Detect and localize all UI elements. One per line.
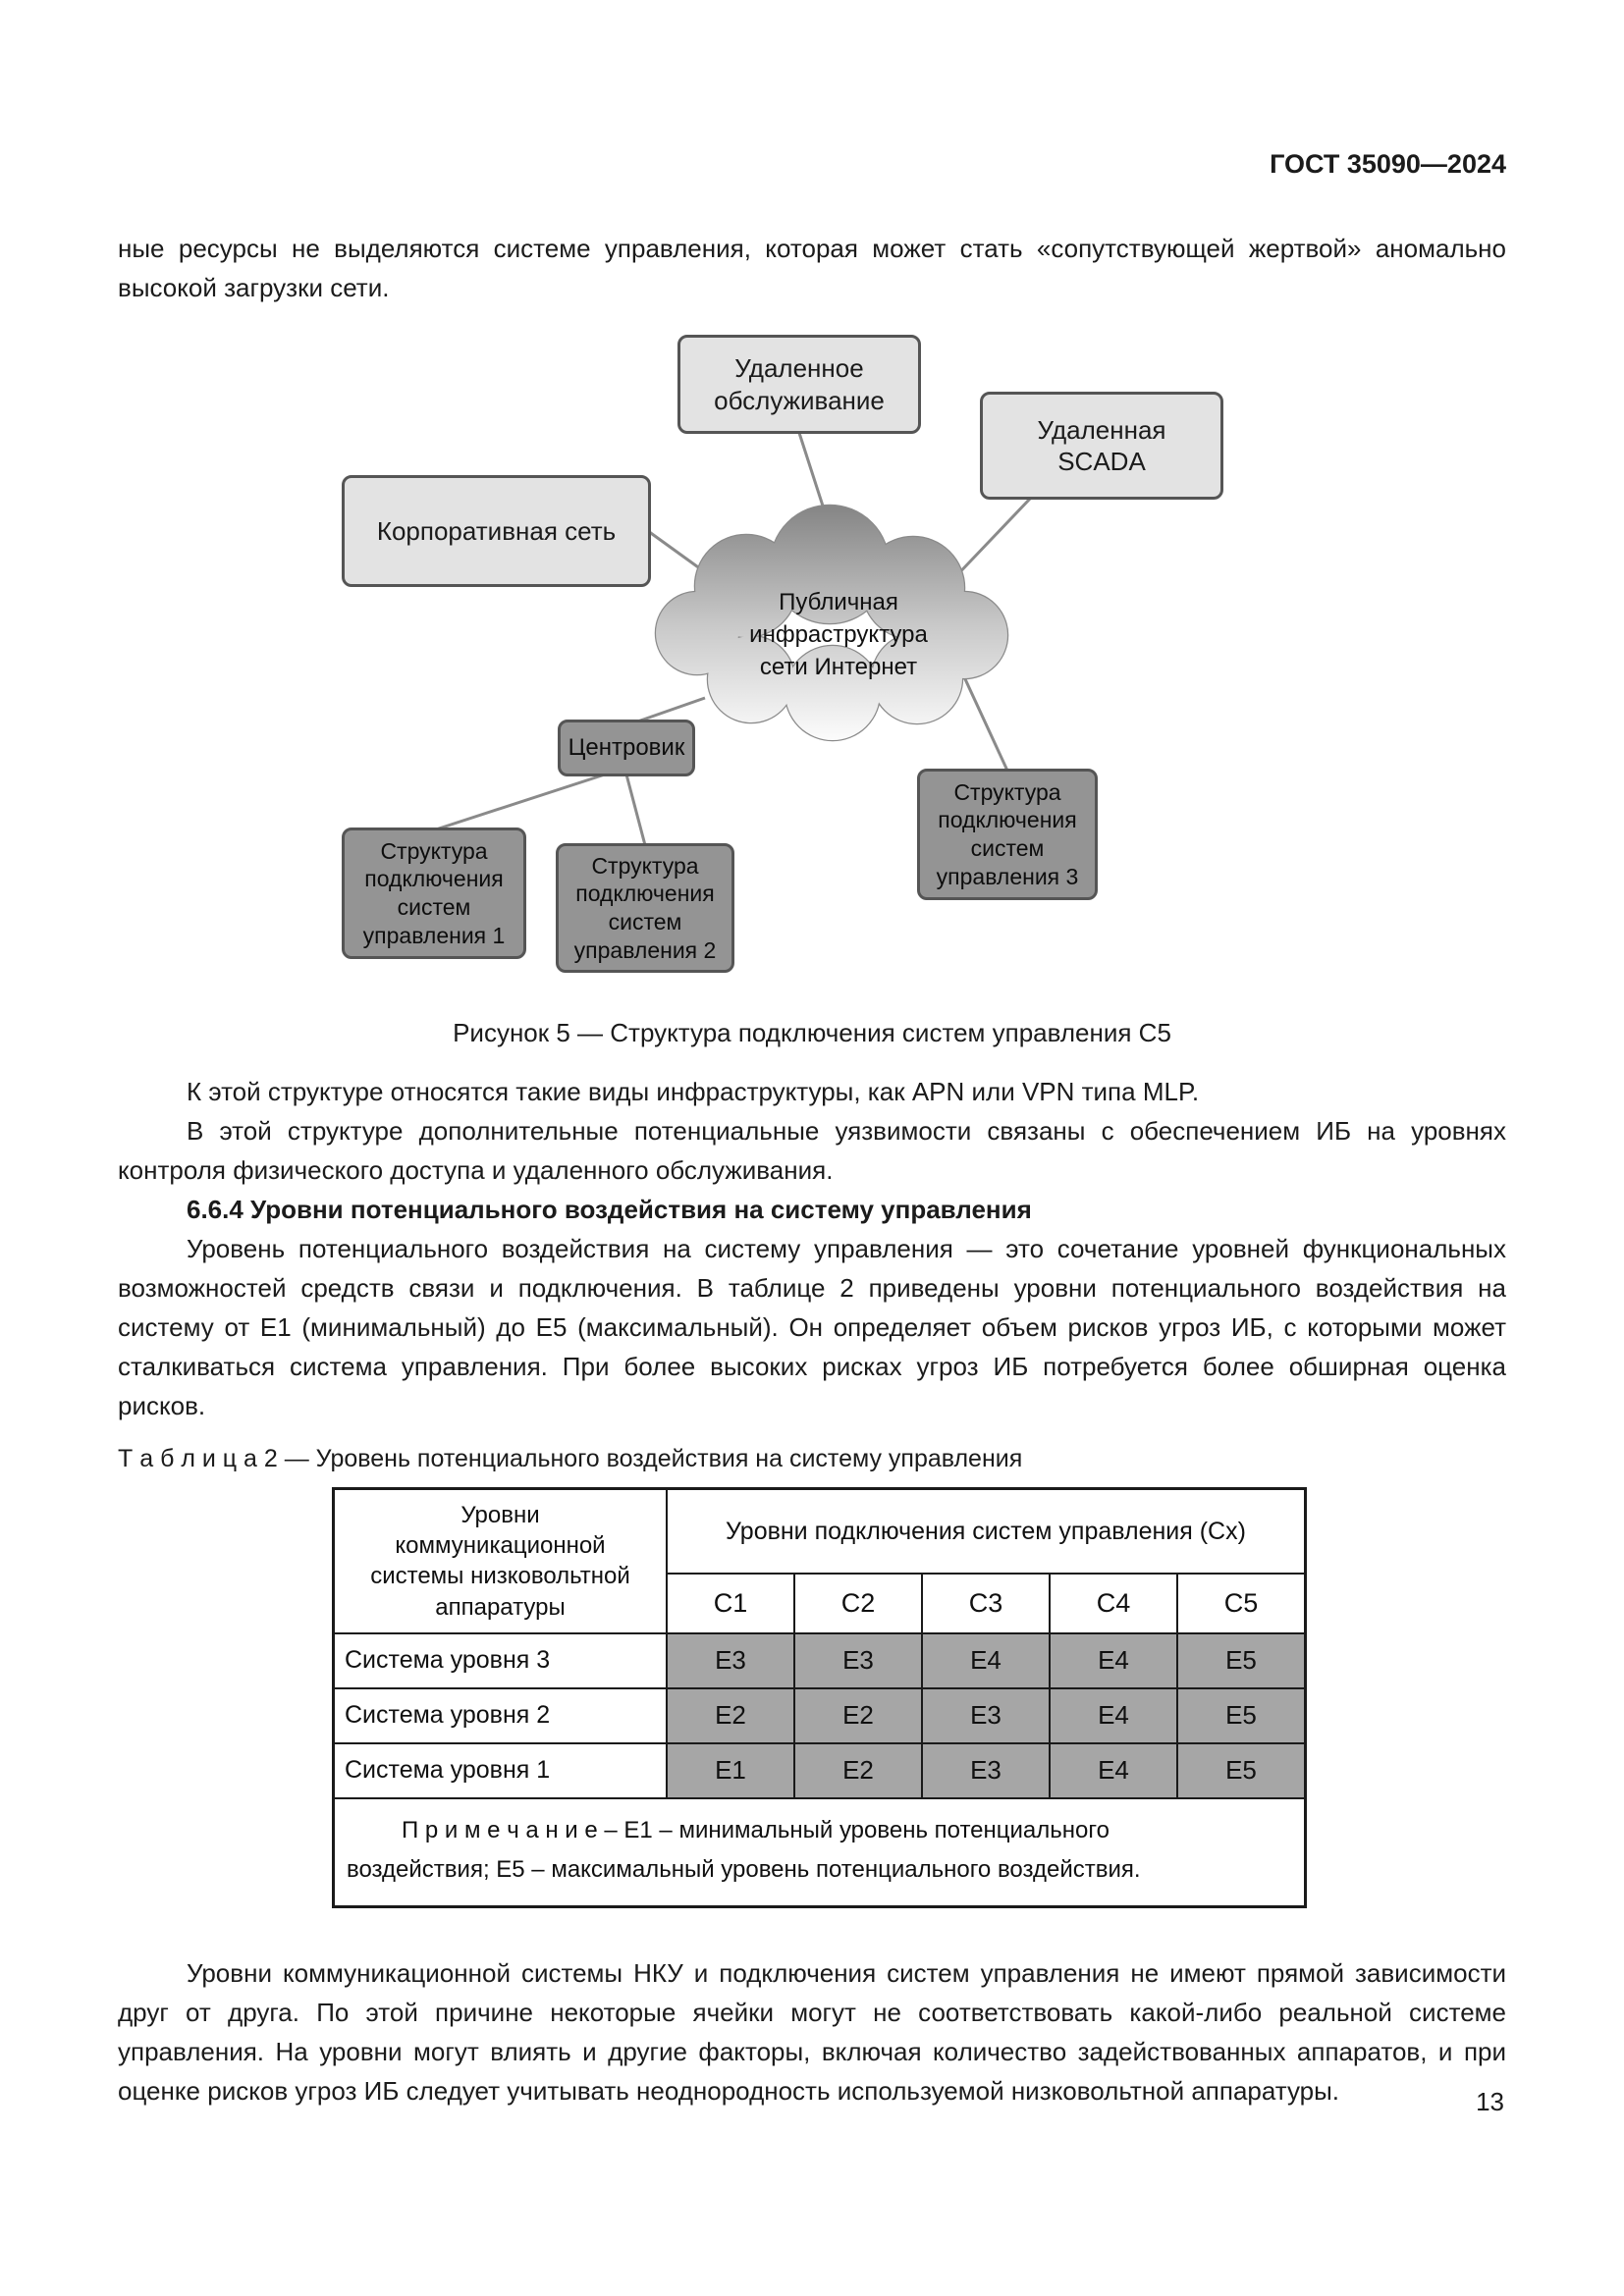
value-cell: Е4 xyxy=(1050,1743,1177,1798)
value-cell: Е4 xyxy=(1050,1688,1177,1743)
node-remote-scada: Удаленная SCADA xyxy=(980,392,1223,500)
node-centrovik: Центровик xyxy=(558,720,695,776)
header-cell-c1: С1 xyxy=(667,1574,794,1633)
header-cell-c5: С5 xyxy=(1177,1574,1306,1633)
figure-caption: Рисунок 5 — Структура подключения систем управления С5 xyxy=(453,1018,1171,1047)
paragraph-structure-types: К этой структуре относятся такие виды инфраструктуры, как APN или VPN типа MLP. xyxy=(187,1077,1200,1106)
row-label-cell: Система уровня 3 xyxy=(334,1633,668,1688)
table-header-row-1 xyxy=(334,1489,1306,1574)
header-cell-c3: С3 xyxy=(922,1574,1050,1633)
node-structure-3: Структура подключения систем управления 3 xyxy=(917,769,1098,900)
table-row xyxy=(334,1743,1306,1798)
value-cell: Е4 xyxy=(922,1633,1050,1688)
value-cell: Е3 xyxy=(922,1743,1050,1798)
paragraph-vulnerabilities: В этой структуре дополнительные потенциальные уязвимости связаны с обеспечением ИБ на уровнях контроля физического доступа и удаленного обслуживания. xyxy=(118,1116,1506,1185)
section-heading-6-6-4: 6.6.4 Уровни потенциального воздействия на систему управления xyxy=(187,1195,1032,1224)
document-code: ГОСТ 35090—2024 xyxy=(1270,149,1506,179)
table-caption: Т а б л и ц а 2 — Уровень потенциального воздействия на систему управления xyxy=(118,1445,1023,1472)
value-cell: Е5 xyxy=(1177,1688,1306,1743)
paragraph-intro: ные ресурсы не выделяются системе управления, которая может стать «сопутствующей жертвой» аномально высокой загрузки сети. xyxy=(118,234,1506,302)
node-internet-cloud-label: Публичная инфраструктура сети Интернет xyxy=(749,589,928,681)
row-label-cell: Система уровня 1 xyxy=(334,1743,668,1798)
node-remote-service: Удаленное обслуживание xyxy=(677,335,921,434)
value-cell: Е3 xyxy=(794,1633,922,1688)
row-label-cell: Система уровня 2 xyxy=(334,1688,668,1743)
header-cell-c4: С4 xyxy=(1050,1574,1177,1633)
figure-5-diagram xyxy=(118,323,1506,992)
value-cell: Е1 xyxy=(667,1743,794,1798)
table-row xyxy=(334,1688,1306,1743)
node-structure-1: Структура подключения систем управления 1 xyxy=(342,828,526,959)
value-cell: Е5 xyxy=(1177,1633,1306,1688)
paragraph-impact-levels: Уровень потенциального воздействия на систему управления — это сочетание уровней функциональных возможностей средств связи и подключения. В таблице 2 приведены уровни потенциального воздействия на систему от Е1 (минимальный) до Е5 (максимальный). Он определяет объем рисков угроз ИБ, с которыми может сталкиваться система управления. При более высоких рисках угроз ИБ потребуется более обширная оценка рисков. xyxy=(118,1234,1506,1420)
node-corporate-network: Корпоративная сеть xyxy=(342,475,651,587)
value-cell: Е2 xyxy=(667,1688,794,1743)
table-note-line-1: П р и м е ч а н и е – Е1 – минимальный уровень потенциального xyxy=(402,1816,1110,1843)
value-cell: Е4 xyxy=(1050,1633,1177,1688)
table-note xyxy=(334,1798,1306,1907)
value-cell: Е2 xyxy=(794,1688,922,1743)
header-cell-group: Уровни подключения систем управления (Сх) xyxy=(667,1489,1306,1574)
table-note-row xyxy=(334,1798,1306,1907)
page-content xyxy=(118,229,1506,2110)
header-cell-left: Уровни коммуникационной системы низковольтной аппаратуры xyxy=(334,1489,668,1633)
value-cell: Е3 xyxy=(667,1633,794,1688)
table-row xyxy=(334,1633,1306,1688)
value-cell: Е2 xyxy=(794,1743,922,1798)
impact-table xyxy=(332,1487,1307,1908)
value-cell: Е3 xyxy=(922,1688,1050,1743)
node-structure-2: Структура подключения систем управления 2 xyxy=(556,843,734,973)
paragraph-closing: Уровни коммуникационной системы НКУ и подключения систем управления не имеют прямой зависимости друг от друга. По этой причине некоторые ячейки могут не соответствовать какой-либо реальной системе управления. На уровни могут влиять и другие факторы, включая количество задействованных аппаратов, и при оценке рисков угроз ИБ следует учитывать неоднородность используемой низковольтной аппаратуры. xyxy=(118,1957,1506,2106)
header-cell-c2: С2 xyxy=(794,1574,922,1633)
table-note-line-2: воздействия; Е5 – максимальный уровень потенциального воздействия. xyxy=(347,1855,1141,1883)
page-number: 13 xyxy=(1476,2087,1504,2116)
value-cell: Е5 xyxy=(1177,1743,1306,1798)
